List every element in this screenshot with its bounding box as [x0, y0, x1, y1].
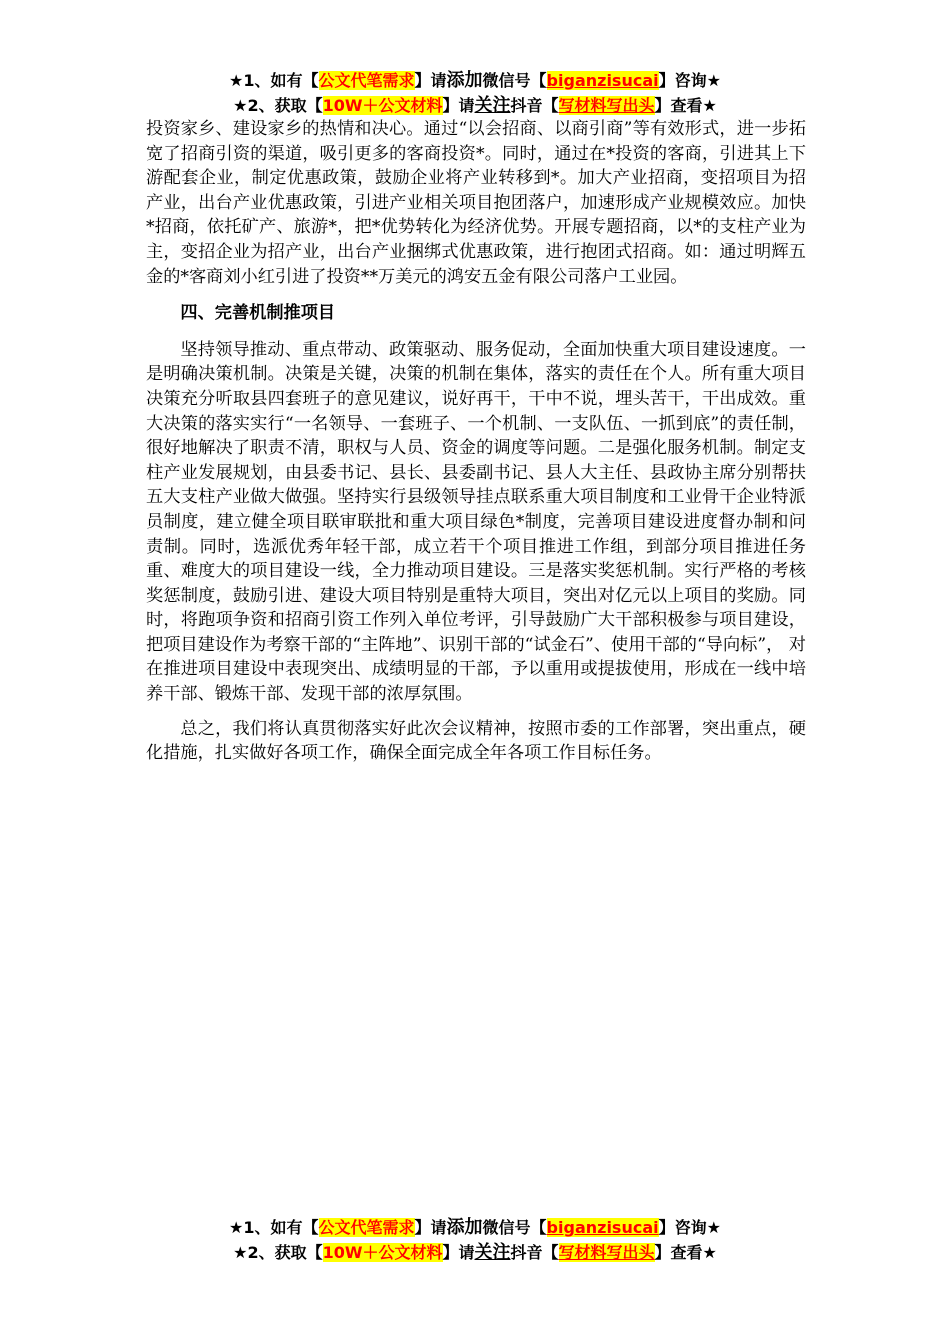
- banner-highlight-service: 公文代笔需求: [318, 71, 415, 90]
- banner-douyin-account: 写材料写出头: [558, 1243, 655, 1262]
- paragraph-conclusion: 总之，我们将认真贯彻落实好此次会议精神，按照市委的工作部署，突出重点，硬化措施，扎实做好各项工作，确保全面完成全年各项工作目标任务。: [146, 718, 806, 764]
- banner-wechat-id: biganzisucai: [546, 1218, 659, 1237]
- banner-emphasis-add: 添加: [446, 70, 483, 91]
- banner-douyin-account: 写材料写出头: [558, 96, 655, 115]
- banner-line-1: ★1、如有【公文代笔需求】请添加微信号【biganzisucai】咨询★: [229, 70, 721, 91]
- paragraph-mechanism: 坚持领导推动、重点带动、政策驱动、服务促动，全面加快重大项目建设速度。一是明确决策机制。决策是关键，决策的机制在集体，落实的责任在个人。所有重大项目决策充分听取县四套班子的意见建议，说好再干，干中不说，埋头苦干，干出成效。重大决策的落实实行“一名领导、一套班子、一个机制、一支队伍、一抓到底”的责任制，很好地解决了职责不清，职权与人员、资金的调度等问题。二是强化服务机制。制定支柱产业发展规划，由县委书记、县长、县委副书记、县人大主任、县政协主席分别帮扶五大支柱产业做大做强。坚持实行县级领导挂点联系重大项目制度和工业骨干企业特派员制度，建立健全项目联审联批和重大项目绿色*制度，完善项目建设进度督办制和问责制。同时，选派优秀年轻干部，成立若干个项目推进工作组，到部分项目推进任务重、难度大的项目建设一线，全力推动项目建设。三是落实奖惩机制。实行严格的考核奖惩制度，鼓励引进、建设大项目特别是重特大项目，突出对亿元以上项目的奖励。同时，将跑项争资和招商引资工作列入单位考评，引导鼓励广大干部积极参与项目建设，把项目建设作为考察干部的“主阵地”、识别干部的“试金石”、使用干部的“导向标”， 对在推进项目建设中表现突出、成绩明显的干部，予以重用或提拔使用，形成在一线中培养干部、锻炼干部、发现干部的浓厚氛围。: [146, 339, 806, 705]
- banner-emphasis-add: 添加: [446, 1217, 483, 1238]
- bottom-banner: [0, 1215, 950, 1265]
- banner-emphasis-follow: 关注: [474, 1242, 511, 1263]
- banner-emphasis-follow: 关注: [474, 95, 511, 116]
- banner-highlight-materials: 10W＋公文材料: [322, 1243, 443, 1262]
- section-heading-4: 四、完善机制推项目: [180, 303, 336, 324]
- paragraph-investment-continued: 投资家乡、建设家乡的热情和决心。通过“以会招商、以商引商”等有效形式，进一步拓宽了招商引资的渠道，吸引更多的客商投资*。同时，通过在*投资的客商，引进其上下游配套企业，制定优惠政策，鼓励企业将产业转移到*。加大产业招商，变招项目为招产业，出台产业优惠政策，引进产业相关项目抱团落户，加速形成产业规模效应。加快*招商，依托矿产、旅游*，把*优势转化为经济优势。开展专题招商，以*的支柱产业为主，变招企业为招产业，出台产业捆绑式优惠政策，进行抱团式招商。如：通过明辉五金的*客商刘小红引进了投资**万美元的鸿安五金有限公司落户工业园。: [146, 119, 806, 287]
- document-body: [146, 117, 806, 766]
- banner-line-1: ★1、如有【公文代笔需求】请添加微信号【biganzisucai】咨询★: [229, 1217, 721, 1238]
- banner-highlight-materials: 10W＋公文材料: [322, 96, 443, 115]
- banner-line-2: ★2、获取【10W＋公文材料】请关注抖音【写材料写出头】查看★: [233, 95, 717, 116]
- banner-wechat-id: biganzisucai: [546, 71, 659, 90]
- banner-highlight-service: 公文代笔需求: [318, 1218, 415, 1237]
- banner-line-2: ★2、获取【10W＋公文材料】请关注抖音【写材料写出头】查看★: [233, 1242, 717, 1263]
- top-banner: [0, 68, 950, 118]
